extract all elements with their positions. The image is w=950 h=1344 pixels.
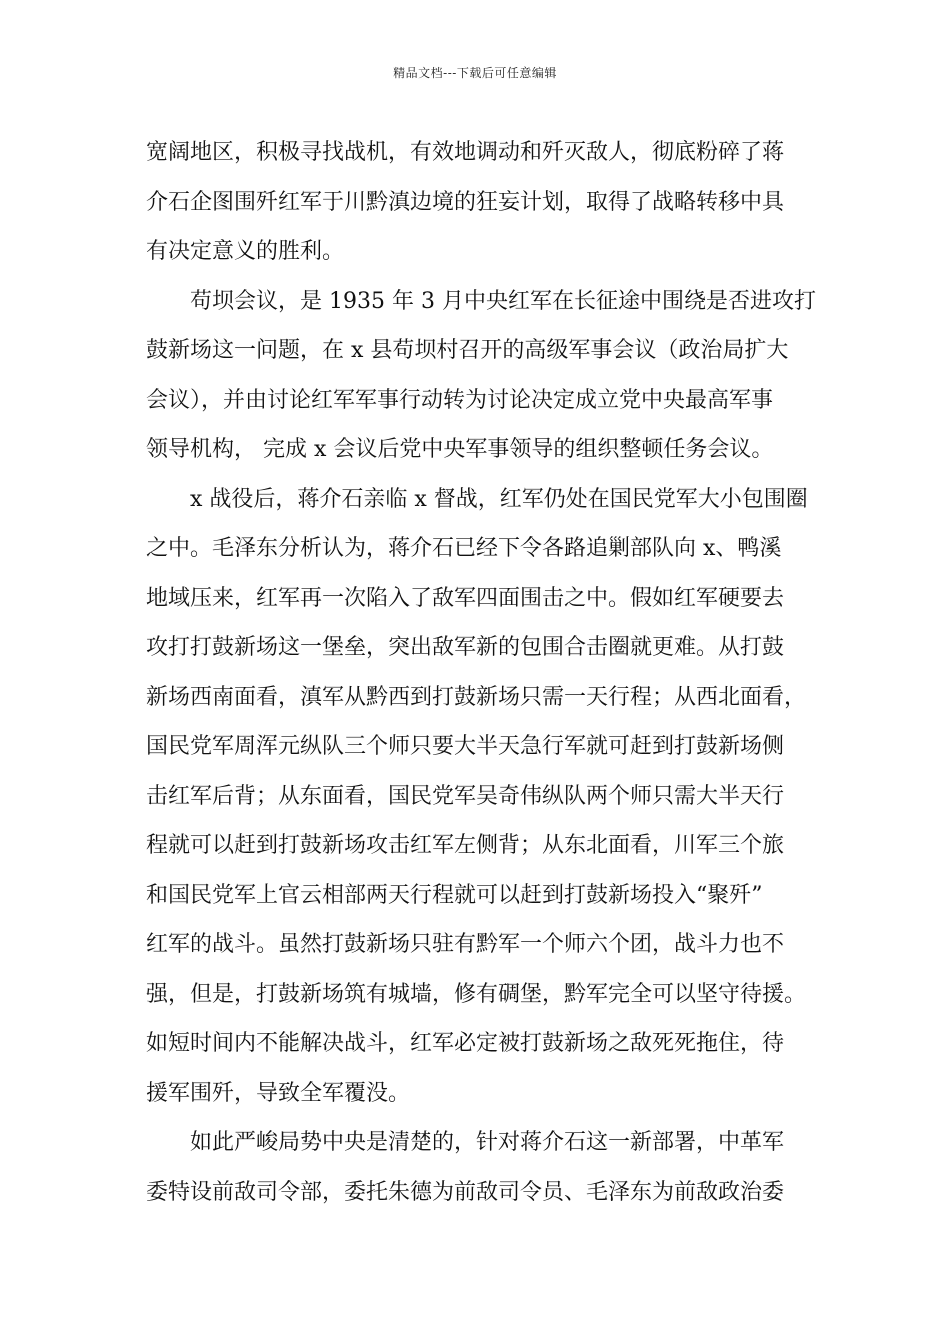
text-line: 新场西南面看，滇军从黔西到打鼓新场只需一天行程；从西北面看，: [146, 684, 807, 710]
text-line: 有决定意义的胜利。: [146, 239, 345, 264]
text-line: 攻打打鼓新场这一堡垒，突出敌军新的包围合击圈就更难。从打鼓: [146, 635, 785, 660]
text-line: 之中。毛泽东分析认为，蒋介石已经下令各路追剿部队向 x、鸭溪: [146, 536, 782, 561]
text-line: 强，但是，打鼓新场筑有城墙，修有碉堡，黔军完全可以坚守待援。: [146, 981, 807, 1007]
text-line: 击红军后背；从东面看，国民党军吴奇伟纵队两个师只需大半天行: [146, 783, 785, 809]
text-line: 如短时间内不能解决战斗，红军必定被打鼓新场之敌死死拖住，待: [146, 1031, 785, 1056]
text-line: 地域压来，红军再一次陷入了敌军四面围击之中。假如红军硬要去: [146, 585, 785, 611]
text-line: 领导机构， 完成 x 会议后党中央军事领导的组织整顿任务会议。: [146, 437, 774, 462]
text-line: 鼓新场这一问题，在 x 县苟坝村召开的高级军事会议（政治局扩大: [146, 338, 789, 363]
text-line: 宽阔地区，积极寻找战机，有效地调动和歼灭敌人，彻底粉碎了蒋: [146, 140, 785, 165]
text-line: 如此严峻局势中央是清楚的，针对蒋介石这一新部署，中革军: [190, 1130, 785, 1155]
page-header: 精品文档---下载后可任意编辑: [393, 66, 557, 80]
text-line: 苟坝会议，是 1935 年 3 月中央红军在长征途中围绕是否进攻打: [190, 288, 816, 314]
paragraph-1: [146, 128, 806, 277]
text-line: 会议），并由讨论红军军事行动转为讨论决定成立党中央最高军事: [146, 387, 774, 413]
text-line: 国民党军周浑元纵队三个师只要大半天急行军就可赶到打鼓新场侧: [146, 734, 785, 759]
text-line: 和国民党军上官云相部两天行程就可以赶到打鼓新场投入“聚歼”: [146, 882, 763, 908]
text-line: x 战役后，蒋介石亲临 x 督战，红军仍处在国民党军大小包围圈: [190, 486, 808, 512]
text-line: 红军的战斗。虽然打鼓新场只驻有黔军一个师六个团，战斗力也不: [146, 932, 785, 957]
text-line: 介石企图围歼红军于川黔滇边境的狂妄计划，取得了战略转移中具: [146, 189, 785, 215]
text-line: 委特设前敌司令部，委托朱德为前敌司令员、毛泽东为前敌政治委: [146, 1179, 785, 1205]
paragraph-4: [146, 1118, 806, 1217]
paragraph-2: [146, 277, 816, 475]
text-line: 程就可以赶到打鼓新场攻击红军左侧背；从东北面看，川军三个旅: [146, 833, 785, 858]
text-line: 援军围歼，导致全军覆没。: [146, 1080, 411, 1106]
paragraph-3: [146, 475, 806, 1119]
document-body: [146, 128, 816, 1217]
